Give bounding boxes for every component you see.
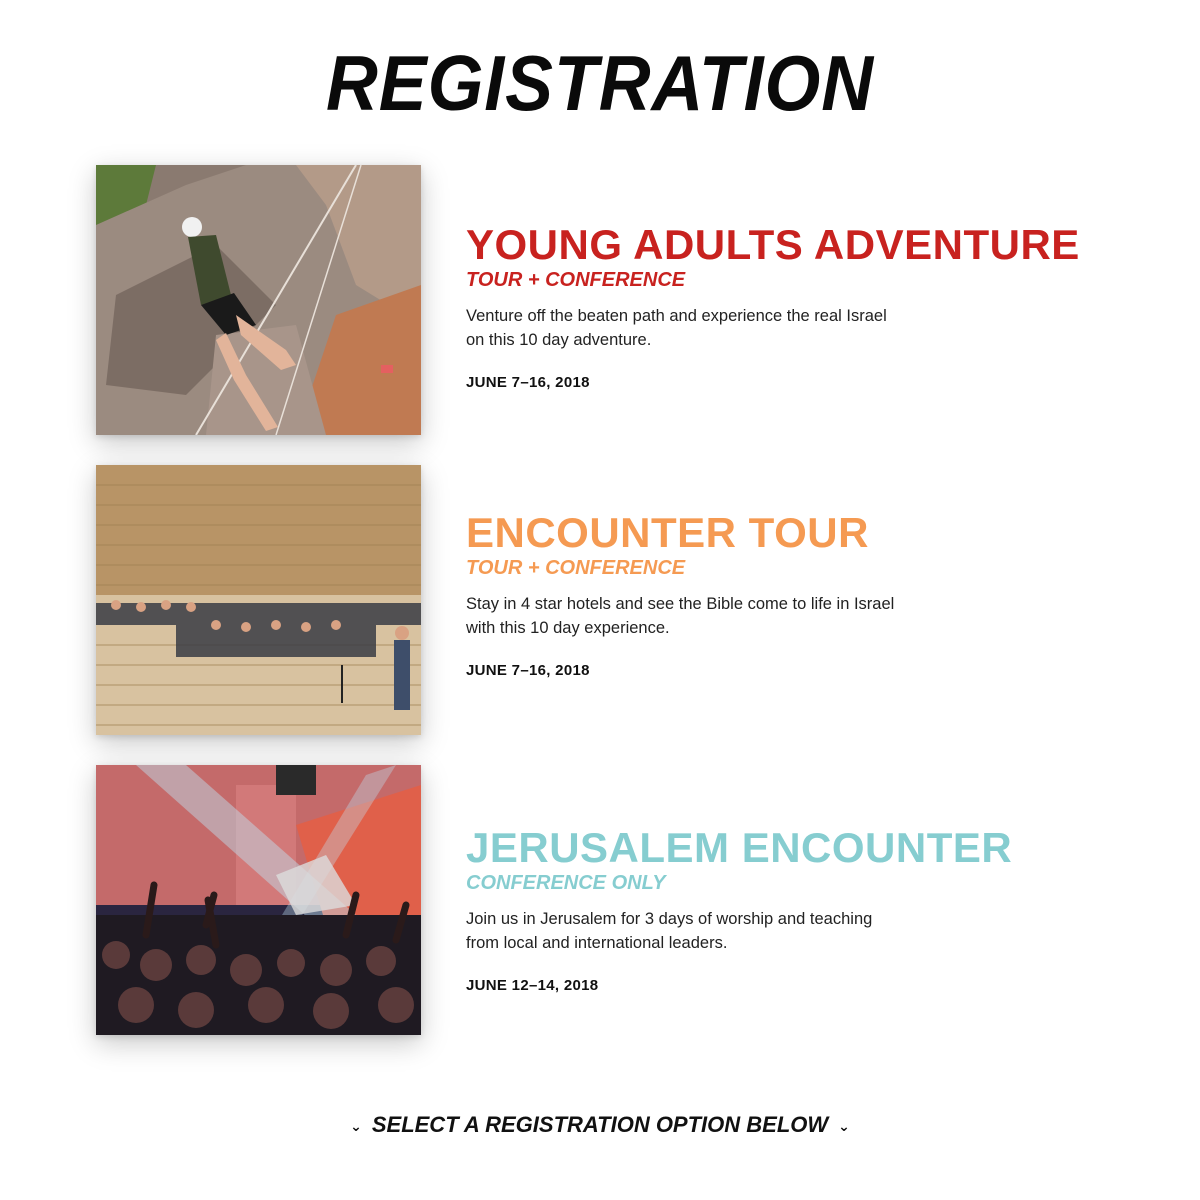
option-dates: JUNE 7–16, 2018 [466, 374, 590, 391]
concert-crowd-image [96, 765, 421, 1035]
worship-concert-photo[interactable] [96, 765, 421, 1035]
group-at-wall-photo[interactable] [96, 465, 421, 735]
option-dates: JUNE 12–14, 2018 [466, 977, 599, 994]
chevron-down-icon: ⌄ [838, 1117, 850, 1134]
page-title: REGISTRATION [326, 39, 874, 127]
cta-label: SELECT A REGISTRATION OPTION BELOW [371, 1112, 829, 1137]
option-description: Stay in 4 star hotels and see the Bible come to life in Israel with this 10 day experience. [466, 595, 895, 637]
option-subtitle: CONFERENCE ONLY [466, 872, 666, 894]
option-young-adults [466, 222, 1186, 391]
registration-cta [0, 1112, 1200, 1138]
chevron-down-icon: ⌄ [350, 1117, 362, 1134]
option-subtitle: TOUR + CONFERENCE [466, 269, 686, 291]
option-title: ENCOUNTER TOUR [466, 509, 869, 556]
option-encounter-tour [466, 510, 1186, 679]
option-jerusalem-encounter [466, 825, 1186, 994]
rock-climbing-image [96, 165, 421, 435]
rock-climbing-photo[interactable] [96, 165, 421, 435]
option-description: Venture off the beaten path and experience the real Israel on this 10 day adventure. [466, 307, 887, 349]
option-description: Join us in Jerusalem for 3 days of worship and teaching from local and international leaders. [466, 910, 873, 952]
option-dates: JUNE 7–16, 2018 [466, 662, 590, 679]
option-title: JERUSALEM ENCOUNTER [466, 824, 1013, 871]
old-city-wall-image [96, 465, 421, 735]
option-subtitle: TOUR + CONFERENCE [466, 557, 686, 579]
option-title: YOUNG ADULTS ADVENTURE [466, 221, 1080, 268]
